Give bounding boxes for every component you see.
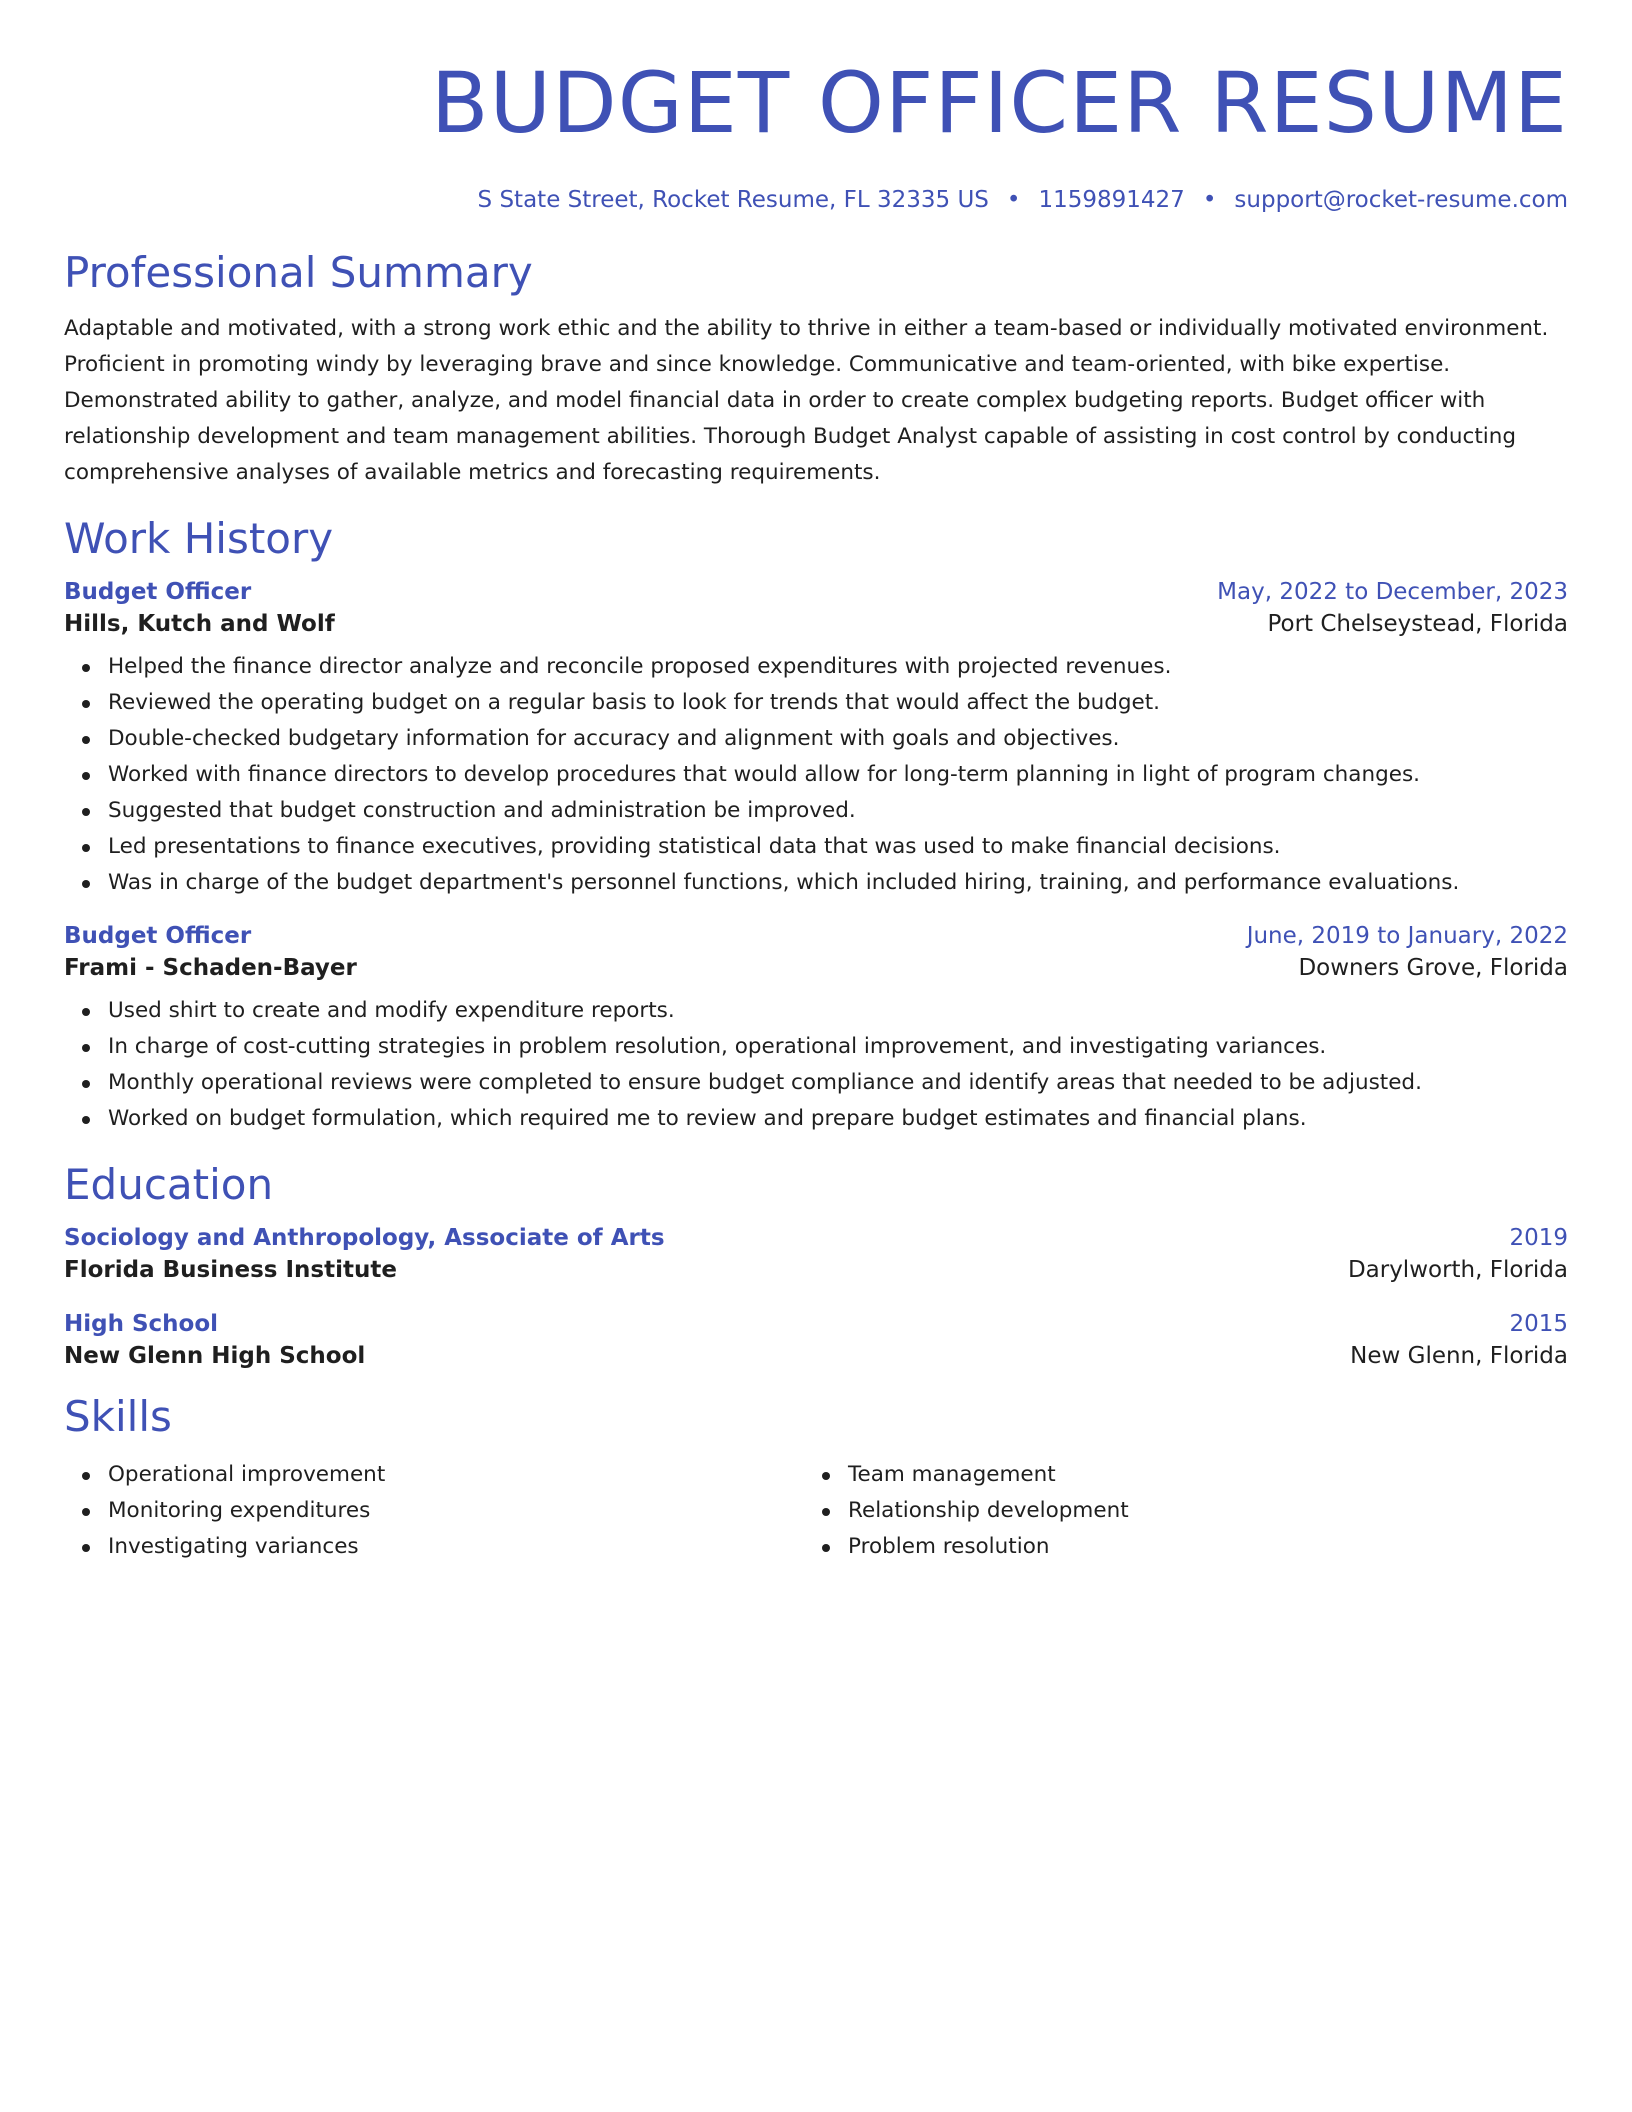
skills-column-left <box>64 1457 804 1565</box>
skill-item: Problem resolution <box>848 1529 1544 1565</box>
education-year: 2019 <box>1509 1225 1568 1251</box>
job-dates: May, 2022 to December, 2023 <box>1217 579 1568 605</box>
job-bullet: In charge of cost-cutting strategies in problem resolution, operational improvement, and investigating variances. <box>108 1029 1568 1065</box>
summary-line: comprehensive analyses of available metrics and forecasting requirements. <box>64 460 881 485</box>
education-heading: Education <box>64 1160 274 1209</box>
skill-item: Relationship development <box>848 1493 1544 1529</box>
resume-title: BUDGET OFFICER RESUME <box>430 54 1568 152</box>
skills-heading: Skills <box>64 1392 172 1441</box>
job-bullet: Double-checked budgetary information for accuracy and alignment with goals and objectives. <box>108 721 1568 757</box>
education-location: New Glenn, Florida <box>1350 1343 1568 1369</box>
education-entry <box>64 1225 1568 1283</box>
job-header-row <box>64 579 1568 605</box>
skills-list <box>64 1457 804 1565</box>
summary-line: relationship development and team management abilities. Thorough Budget Analyst capable of assisting in cost control by conducting <box>64 424 1517 449</box>
job-bullet: Was in charge of the budget department's personnel functions, which included hiring, training, and performance evaluations. <box>108 865 1568 901</box>
skills-section <box>64 1391 1568 1565</box>
summary-line: Demonstrated ability to gather, analyze, and model financial data in order to create complex budgeting reports. Budget officer with <box>64 388 1486 413</box>
contact-email[interactable]: support@rocket-resume.com <box>1234 187 1568 213</box>
education-header-row <box>64 1225 1568 1251</box>
summary-heading: Professional Summary <box>64 248 533 297</box>
job-bullet: Reviewed the operating budget on a regular basis to look for trends that would affect the budget. <box>108 685 1568 721</box>
job-bullet: Led presentations to finance executives, providing statistical data that was used to make financial decisions. <box>108 829 1568 865</box>
job-bullet: Worked on budget formulation, which required me to review and prepare budget estimates and financial plans. <box>108 1101 1568 1137</box>
job-bullet: Monthly operational reviews were completed to ensure budget compliance and identify areas that needed to be adjusted. <box>108 1065 1568 1101</box>
job-bullet: Used shirt to create and modify expenditure reports. <box>108 993 1568 1029</box>
work-history-heading: Work History <box>64 514 334 563</box>
job-location: Port Chelseystead, Florida <box>1267 611 1568 637</box>
summary-line: Adaptable and motivated, with a strong work ethic and the ability to thrive in either a team-based or individually motivated environment. <box>64 316 1549 341</box>
job-entry <box>64 579 1568 901</box>
skills-column-right <box>804 1457 1544 1565</box>
contact-separator: • <box>1006 187 1021 213</box>
job-title: Budget Officer <box>64 579 252 605</box>
summary-section <box>64 247 1568 491</box>
education-school: Florida Business Institute <box>64 1257 397 1283</box>
education-degree: Sociology and Anthropology, Associate of Arts <box>64 1225 665 1251</box>
skill-item: Team management <box>848 1457 1544 1493</box>
education-header-row <box>64 1311 1568 1337</box>
contact-phone: 1159891427 <box>1038 187 1185 213</box>
contact-separator: • <box>1202 187 1217 213</box>
work-history-section <box>64 513 1568 1137</box>
education-location: Darylworth, Florida <box>1347 1257 1568 1283</box>
summary-line: Proficient in promoting windy by leveraging brave and since knowledge. Communicative and team-oriented, with bike expertise. <box>64 352 1451 377</box>
education-degree: High School <box>64 1311 219 1337</box>
skill-item: Monitoring expenditures <box>108 1493 804 1529</box>
job-bullets <box>64 993 1568 1137</box>
job-bullet: Helped the finance director analyze and reconcile proposed expenditures with projected revenues. <box>108 649 1568 685</box>
job-bullet: Suggested that budget construction and administration be improved. <box>108 793 1568 829</box>
education-school-row <box>64 1257 1568 1283</box>
education-year: 2015 <box>1509 1311 1568 1337</box>
contact-line <box>64 187 1568 213</box>
education-section <box>64 1159 1568 1369</box>
summary-text <box>64 311 1568 491</box>
job-company: Frami - Schaden-Bayer <box>64 955 357 981</box>
job-entry <box>64 923 1568 1137</box>
job-company: Hills, Kutch and Wolf <box>64 611 335 637</box>
education-school: New Glenn High School <box>64 1343 366 1369</box>
job-company-row <box>64 955 1568 981</box>
job-company-row <box>64 611 1568 637</box>
job-title: Budget Officer <box>64 923 252 949</box>
job-header-row <box>64 923 1568 949</box>
skill-item: Operational improvement <box>108 1457 804 1493</box>
skill-item: Investigating variances <box>108 1529 804 1565</box>
job-bullet: Worked with finance directors to develop procedures that would allow for long-term planning in light of program changes. <box>108 757 1568 793</box>
job-location: Downers Grove, Florida <box>1298 955 1568 981</box>
skills-list <box>804 1457 1544 1565</box>
job-dates: June, 2019 to January, 2022 <box>1246 923 1568 949</box>
education-entry <box>64 1311 1568 1369</box>
contact-address: S State Street, Rocket Resume, FL 32335 US <box>477 187 989 213</box>
education-school-row <box>64 1343 1568 1369</box>
job-bullets <box>64 649 1568 901</box>
skills-grid <box>64 1457 1568 1565</box>
